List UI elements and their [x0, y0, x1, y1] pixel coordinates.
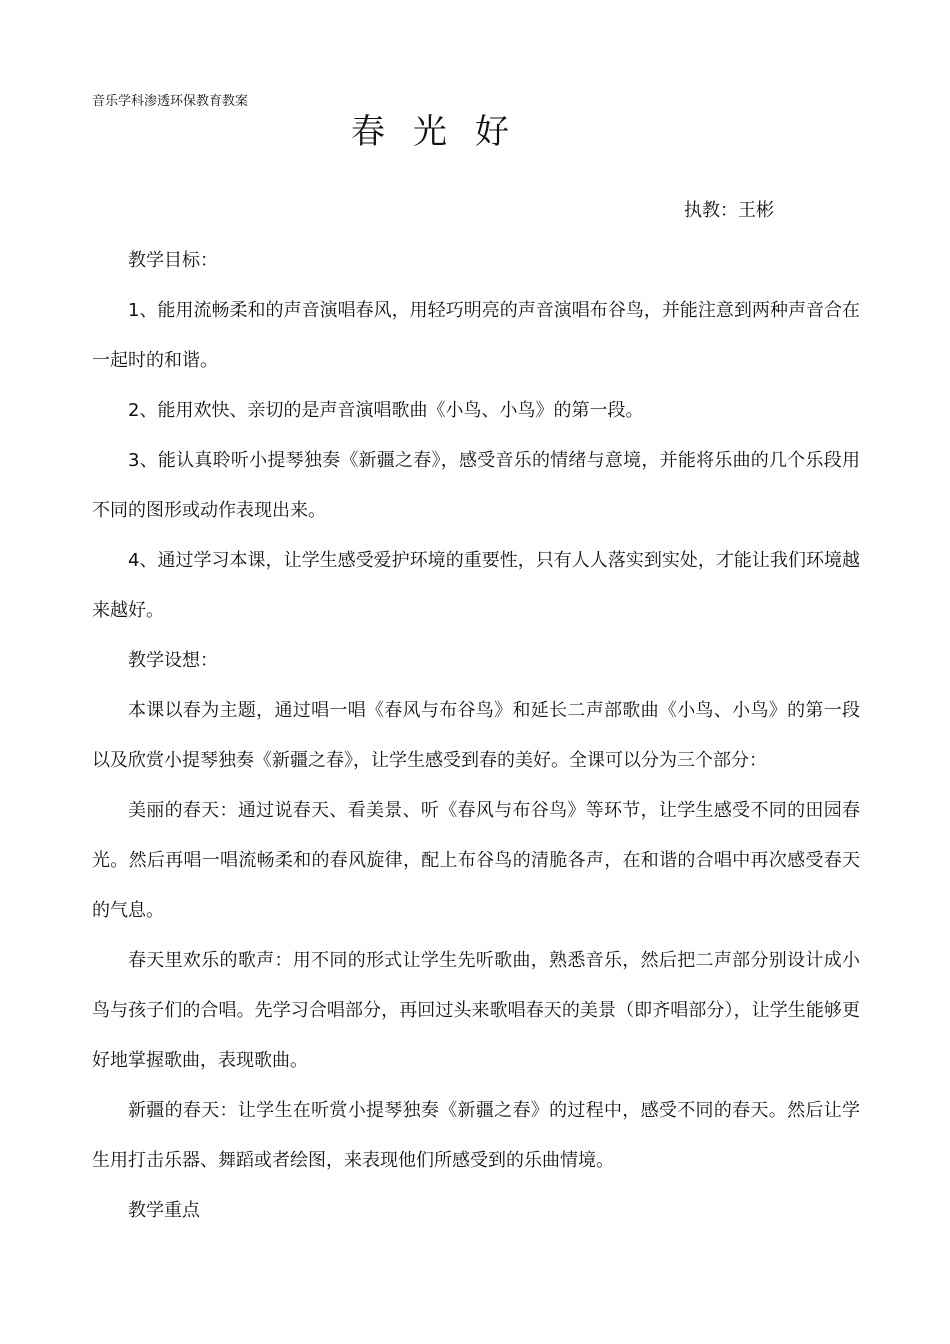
body-paragraph: 春天里欢乐的歌声：用不同的形式让学生先听歌曲，熟悉音乐，然后把二声部分别设计成小鸟与孩子们的合唱。先学习合唱部分，再回过头来歌唱春天的美景（即齐唱部分），让学生能够更好地掌握歌曲，表现歌曲。 [92, 950, 860, 1071]
objective-paragraph: 3、能认真聆听小提琴独奏《新疆之春》，感受音乐的情绪与意境，并能将乐曲的几个乐段用不同的图形或动作表现出来。 [92, 450, 860, 521]
teacher-line: 执教：王彬 [684, 200, 774, 221]
header-note: 音乐学科渗透环保教育教案 [92, 94, 249, 109]
section-heading-objectives: 教学目标： [128, 250, 218, 271]
body-paragraph: 美丽的春天：通过说春天、看美景、听《春风与布谷鸟》等环节，让学生感受不同的田园春光。然后再唱一唱流畅柔和的春风旋律，配上布谷鸟的清脆各声，在和谐的合唱中再次感受春天的气息。 [92, 800, 860, 921]
objective-paragraph: 4、通过学习本课，让学生感受爱护环境的重要性，只有人人落实到实处，才能让我们环境越来越好。 [92, 550, 860, 621]
body-paragraph: 新疆的春天：让学生在听赏小提琴独奏《新疆之春》的过程中，感受不同的春天。然后让学生用打击乐器、舞蹈或者绘图，来表现他们所感受到的乐曲情境。 [92, 1100, 860, 1171]
body-paragraph: 本课以春为主题，通过唱一唱《春风与布谷鸟》和延长二声部歌曲《小鸟、小鸟》的第一段以及欣赏小提琴独奏《新疆之春》，让学生感受到春的美好。全课可以分为三个部分： [92, 700, 860, 771]
section-heading-concept: 教学设想： [128, 650, 218, 671]
objective-paragraph: 1、能用流畅柔和的声音演唱春风，用轻巧明亮的声音演唱布谷鸟，并能注意到两种声音合在一起时的和谐。 [92, 300, 860, 371]
document-body [92, 236, 860, 1236]
section-heading-key-points: 教学重点 [128, 1200, 200, 1221]
page-title: 春光好 [351, 112, 537, 152]
objective-paragraph: 2、能用欢快、亲切的是声音演唱歌曲《小鸟、小鸟》的第一段。 [128, 400, 644, 421]
